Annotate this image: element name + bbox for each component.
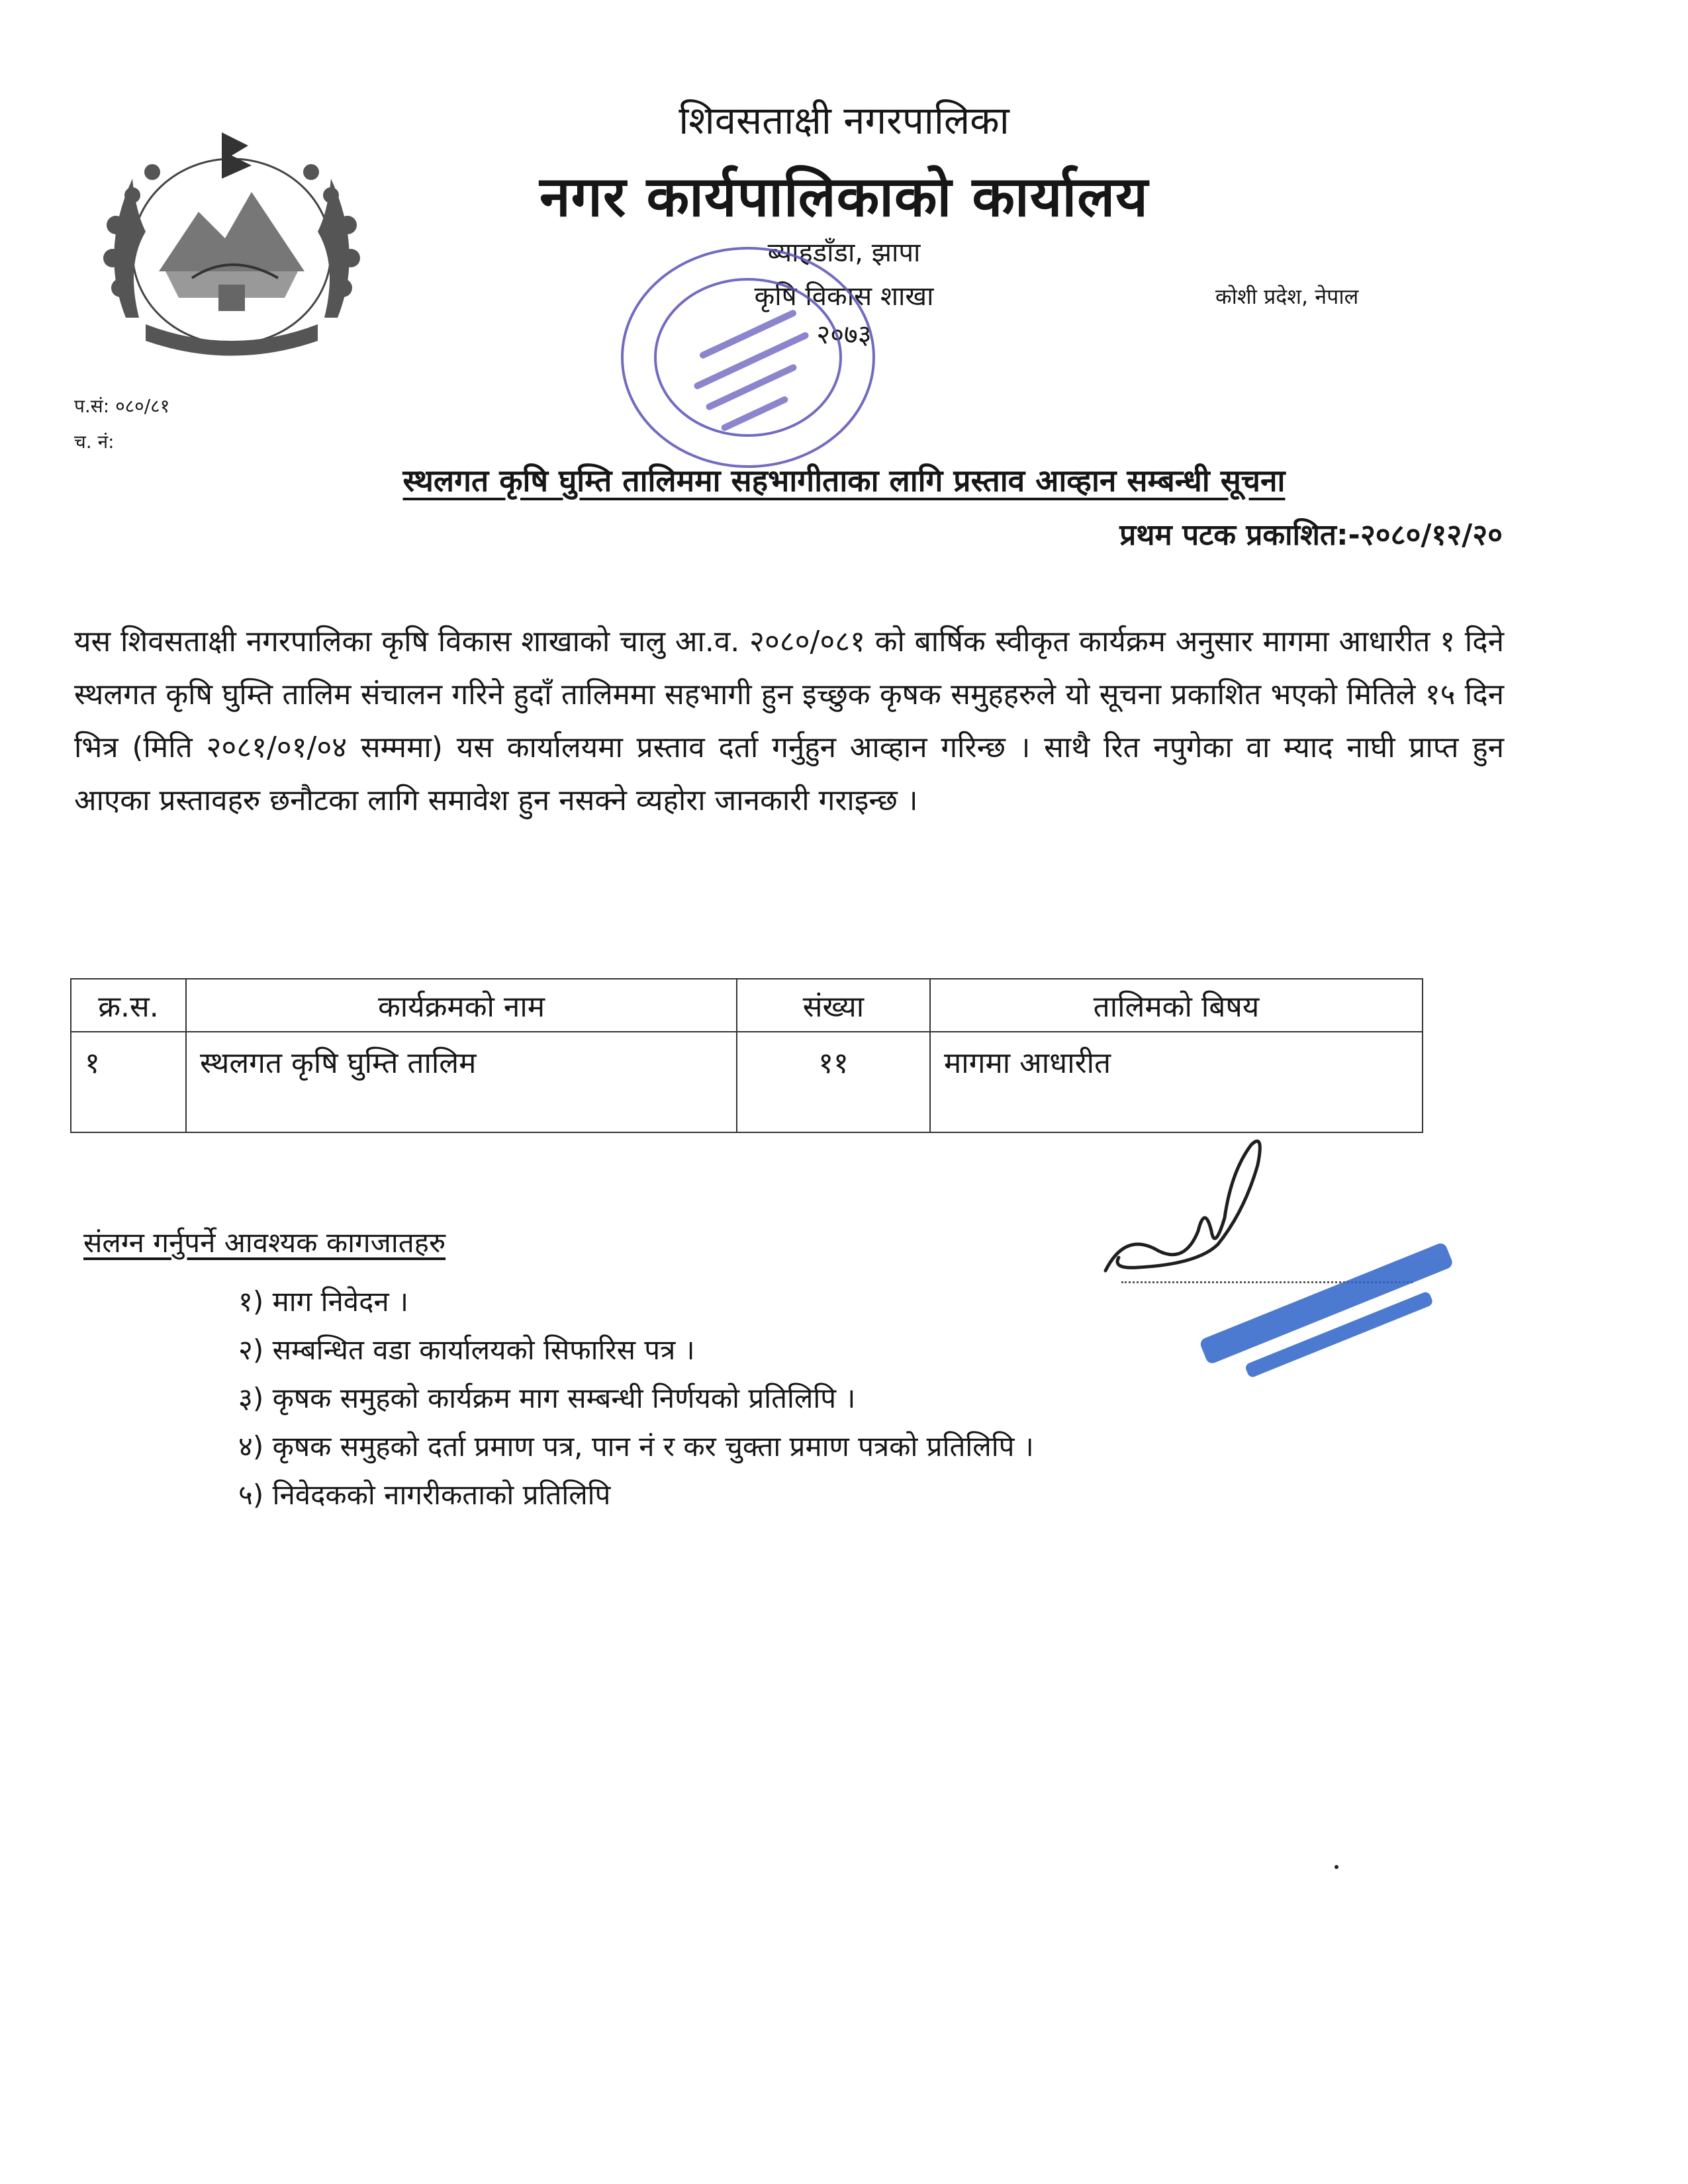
list-item: ३) कृषक समुहको कार्यक्रम माग सम्बन्धी निर्णयको प्रतिलिपि ।: [238, 1382, 856, 1414]
office-name: नगर कार्यपालिकाको कार्यालय: [539, 164, 1149, 229]
documents-list: [238, 1277, 1034, 1519]
table-cell: ११: [737, 1032, 930, 1132]
municipality-name: शिवसताक्षी नगरपालिका: [679, 98, 1009, 143]
office-stamp-icon: [609, 232, 887, 483]
office-address: ब्याहडाँडा, झापा: [767, 238, 921, 268]
publication-date: प्रथम पटक प्रकाशित:-२०८०/१२/२०: [1119, 518, 1503, 552]
notice-body: यस शिवसताक्षी नगरपालिका कृषि विकास शाखाको चालु आ.व. २०८०/०८१ को बार्षिक स्वीकृत कार्यक्रम अनुसार मागमा आधारीत १ दिने स्थलगत कृषि घुम्ति तालिम संचालन गरिने हुदाँ तालिममा सहभागी हुन इच्छुक कृषक समुहहरुले यो सूचना प्रकाशित भएको मितिले १५ दिन भित्र (मिति २०८१/०१/०४ सम्ममा) यस कार्यालयमा प्रस्ताव दर्ता गर्नुहुन आव्हान गरिन्छ । साथै रित नपुगेका वा म्याद नाघी प्राप्त हुन आएका प्रस्तावहरु छनौटका लागि समावेश हुन नसक्ने व्यहोरा जानकारी गराइन्छ ।: [74, 625, 1504, 817]
province-label: कोशी प्रदेश, नेपाल: [1215, 284, 1359, 309]
documents-heading: संलग्न गर्नुपर्ने आवश्यक कागजातहरु: [83, 1226, 446, 1259]
table-header-cell: तालिमको बिषय: [930, 979, 1423, 1032]
table-header-cell: संख्या: [737, 979, 930, 1032]
list-item: ४) कृषक समुहको दर्ता प्रमाण पत्र, पान नं र कर चुक्ता प्रमाण पत्रको प्रतिलिपि ।: [238, 1430, 1034, 1463]
table-header-cell: क्र.स.: [71, 979, 186, 1032]
table-header-cell: कार्यक्रमको नाम: [186, 979, 737, 1032]
table-row: [71, 1032, 1423, 1132]
scan-speck: [1335, 1865, 1338, 1869]
list-item: २) सम्बन्धित वडा कार्यालयको सिफारिस पत्र ।: [238, 1334, 695, 1366]
branch-name: कृषि विकास शाखा: [754, 281, 934, 312]
table-header-row: [71, 979, 1423, 1032]
table-cell: १: [71, 1032, 186, 1132]
list-item: ५) निवेदकको नागरीकताको प्रतिलिपि: [238, 1479, 611, 1511]
program-table: [70, 978, 1423, 1133]
established-year: २०७३: [816, 320, 872, 350]
table-cell: स्थलगत कृषि घुम्ति तालिम: [186, 1032, 737, 1132]
signatory-stamp-icon: [1152, 1191, 1496, 1403]
reference-number: प.सं: ०८०/८१: [74, 395, 170, 417]
dispatch-number: च. नं:: [74, 431, 115, 453]
notice-title: स्थलगत कृषि घुम्ति तालिममा सहभागीताका लागि प्रस्ताव आव्हान सम्बन्धी सूचना: [402, 463, 1286, 498]
table-cell: मागमा आधारीत: [930, 1032, 1423, 1132]
list-item: १) माग निवेदन ।: [238, 1285, 408, 1318]
